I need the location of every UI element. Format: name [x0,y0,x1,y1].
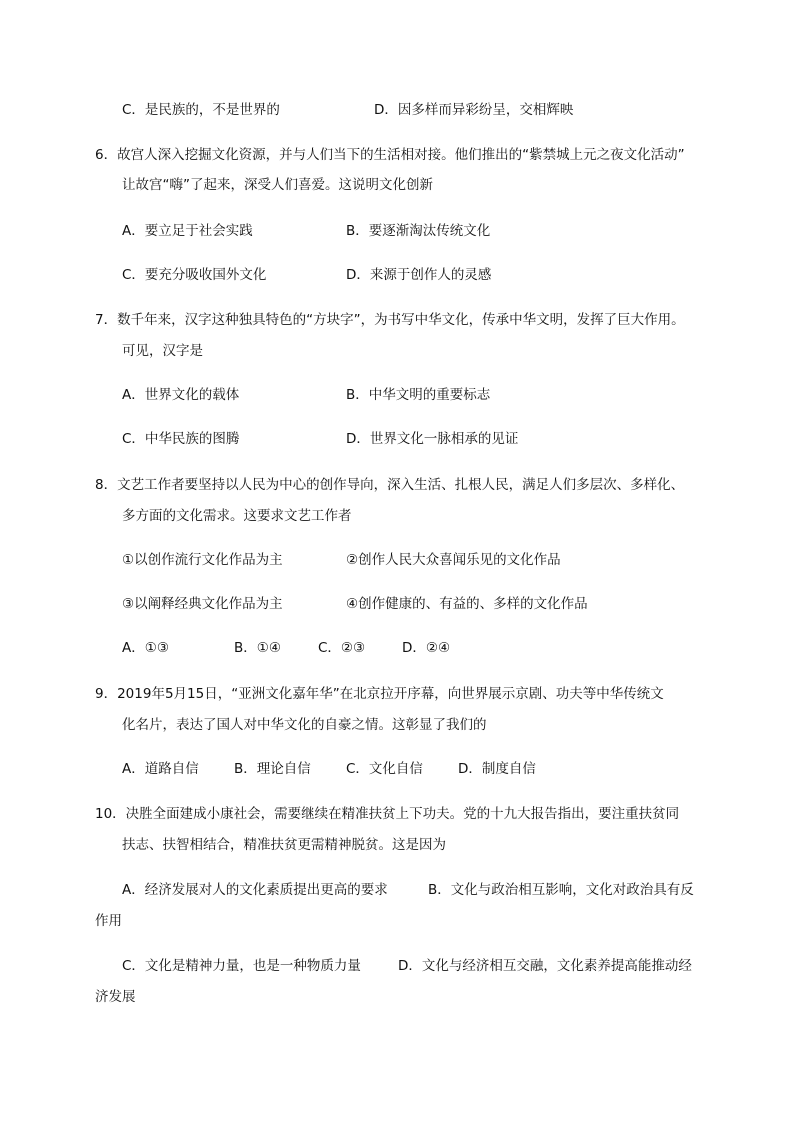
q10-stem-line1: 10．决胜全面建成小康社会，需要继续在精准扶贫上下功夫。党的十九大报告指出，要注重扶贫同 [95,806,680,822]
q7-stem-line2: 可见，汉字是 [122,343,203,359]
q10-option-a: A．经济发展对人的文化素质提出更高的要求 [122,882,388,898]
q7-option-d: D．世界文化一脉相承的见证 [346,431,519,447]
q7-option-a: A．世界文化的载体 [122,387,240,403]
q5-option-d: D．因多样而异彩纷呈，交相辉映 [374,102,574,118]
q6-option-d: D．来源于创作人的灵感 [346,267,492,283]
q7-option-c: C．中华民族的图腾 [122,431,240,447]
q9-option-a: A．道路自信 [122,761,199,777]
q9-option-b: B．理论自信 [234,761,311,777]
q6-stem-line2: 让故宫“嗨”了起来，深受人们喜爱。这说明文化创新 [122,177,433,193]
q8-stem-line2: 多方面的文化需求。这要求文艺工作者 [122,508,352,524]
q10-option-b-line1: B．文化与政治相互影响，文化对政治具有反 [428,882,694,898]
q7-option-b: B．中华文明的重要标志 [346,387,491,403]
q9-option-c: C．文化自信 [346,761,423,777]
q6-stem-line1: 6．故宫人深入挖掘文化资源，并与人们当下的生活相对接。他们推出的“紫禁城上元之夜文化活动” [95,147,685,163]
q6-option-a: A．要立足于社会实践 [122,223,253,239]
q8-option-a: A．①③ [122,640,169,656]
q8-option-b: B．①④ [234,640,281,656]
q9-option-d: D．制度自信 [458,761,536,777]
q8-option-c: C．②③ [318,640,366,656]
q5-option-c: C．是民族的，不是世界的 [122,102,280,118]
q6-option-b: B．要逐渐淘汰传统文化 [346,223,491,239]
q9-stem-line1: 9．2019年5月15日，“亚洲文化嘉年华”在北京拉开序幕，向世界展示京剧、功夫等中华传统文 [95,686,664,702]
q7-stem-line1: 7．数千年来，汉字这种独具特色的“方块字”，为书写中华文化，传承中华文明，发挥了巨大作用。 [95,312,685,328]
q10-option-d-line1: D．文化与经济相互交融，文化素养提高能推动经 [398,958,692,974]
q8-statement-3: ③以阐释经典文化作品为主 [122,596,283,612]
q10-stem-line2: 扶志、扶智相结合，精准扶贫更需精神脱贫。这是因为 [122,837,446,853]
q6-option-c: C．要充分吸收国外文化 [122,267,267,283]
q10-option-c: C．文化是精神力量，也是一种物质力量 [122,958,361,974]
q10-option-d-line2: 济发展 [95,989,136,1005]
q8-option-d: D．②④ [402,640,451,656]
q10-option-b-line2: 作用 [95,913,122,929]
q8-stem-line1: 8．文艺工作者要坚持以人民为中心的创作导向，深入生活、扎根人民，满足人们多层次、多样化、 [95,477,685,493]
q8-statement-4: ④创作健康的、有益的、多样的文化作品 [346,596,588,612]
q9-stem-line2: 化名片，表达了国人对中华文化的自豪之情。这彰显了我们的 [122,717,487,733]
q8-statement-2: ②创作人民大众喜闻乐见的文化作品 [346,552,561,568]
q8-statement-1: ①以创作流行文化作品为主 [122,552,283,568]
